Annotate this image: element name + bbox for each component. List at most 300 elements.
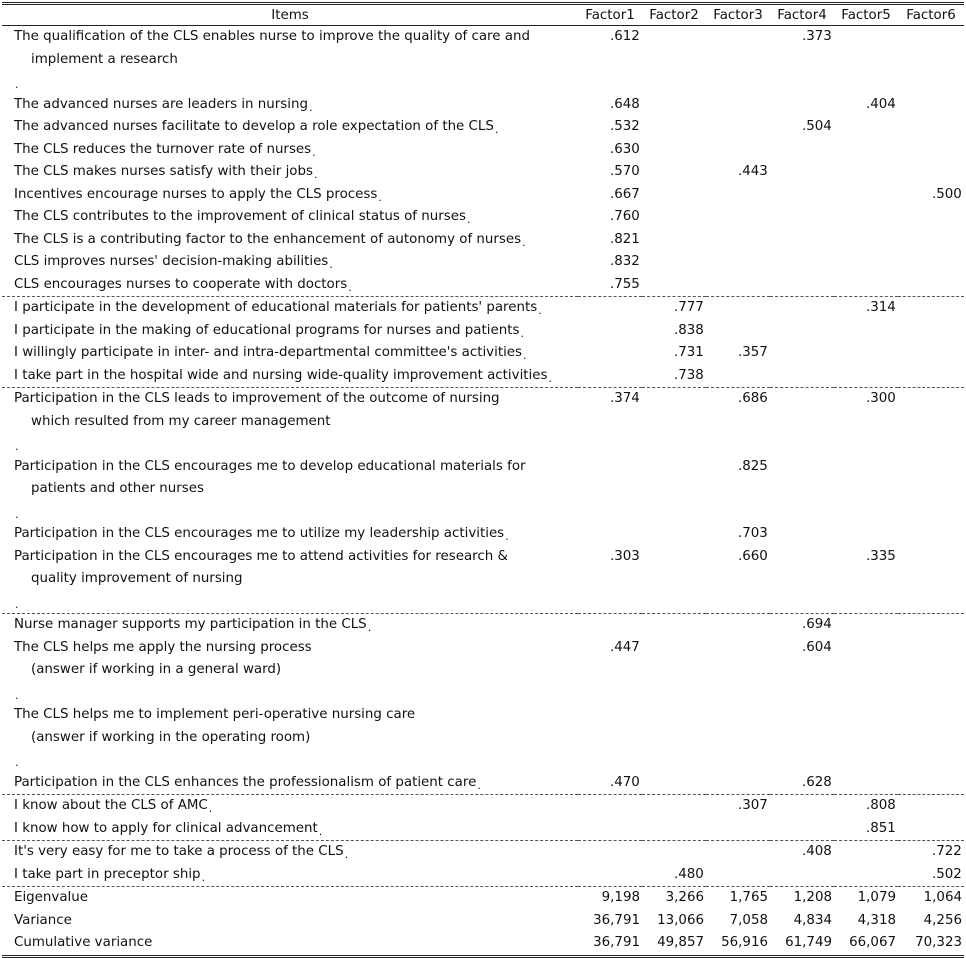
loading-value: .570 (610, 164, 640, 179)
table-row (2, 523, 964, 546)
loading-value: .500 (932, 186, 962, 202)
loading-cell-factor4 (770, 274, 834, 297)
item-text: patients and other nurses (31, 481, 204, 496)
loading-cell-factor5 (834, 320, 898, 343)
stat-value-factor2: 13,066 (657, 912, 704, 928)
loading-value: .303 (610, 548, 640, 564)
stat-value-factor4: 4,834 (793, 912, 832, 928)
loading-cell-factor2 (642, 864, 706, 887)
loading-cell-factor6 (898, 94, 964, 117)
loading-value: .300 (866, 391, 896, 406)
loading-cell-factor2 (642, 841, 706, 864)
period-mark: . (308, 100, 313, 114)
loading-cell-factor3 (706, 116, 770, 139)
stat-row (2, 910, 964, 933)
loading-value: .480 (674, 866, 704, 882)
stat-value-factor6: 4,256 (923, 912, 962, 928)
item-cell (2, 841, 578, 864)
period-mark: . (329, 258, 333, 271)
item-text: Nurse manager supports my participation in the CLS (14, 617, 367, 632)
stat-value-factor5: 66,067 (834, 932, 898, 956)
loading-value: .660 (738, 548, 768, 564)
loading-value: .447 (610, 639, 640, 655)
header-factor6: Factor6 (898, 4, 964, 26)
period-mark: . (313, 168, 318, 181)
period-mark: . (348, 280, 352, 294)
loading-cell-factor6 (898, 637, 964, 705)
loading-value: .630 (610, 141, 640, 157)
header-factor5: Factor5 (834, 4, 898, 26)
item-cell (2, 161, 578, 184)
loading-cell-factor1 (578, 704, 642, 772)
stat-value-factor2: 3,266 (642, 887, 706, 910)
loading-value: .755 (610, 276, 640, 292)
period-mark: . (15, 756, 19, 769)
loading-cell-factor5 (834, 772, 898, 795)
loading-value: .373 (802, 29, 832, 44)
loading-cell-factor3 (706, 614, 770, 637)
loading-cell-factor5 (834, 864, 898, 887)
item-cell (2, 704, 578, 772)
item-text: I take part in preceptor ship (14, 866, 201, 882)
loading-cell-factor1 (578, 342, 642, 365)
stat-value-factor4: 1,208 (770, 887, 834, 910)
loading-cell-factor2 (642, 184, 706, 207)
item-cell (2, 206, 578, 229)
loading-cell-factor3 (706, 795, 770, 818)
loading-cell-factor1 (578, 614, 642, 637)
loading-cell-factor6 (898, 523, 964, 546)
loading-cell-factor6 (898, 388, 964, 456)
loading-cell-factor4 (770, 365, 834, 388)
loading-cell-factor6 (898, 116, 964, 139)
loading-cell-factor2 (642, 546, 706, 614)
loading-cell-factor1 (578, 274, 642, 297)
item-cell (2, 772, 578, 795)
stat-value-factor5: 4,318 (857, 912, 896, 928)
loading-cell-factor3 (706, 297, 770, 320)
loading-cell-factor4 (770, 388, 834, 456)
loading-value: .532 (610, 119, 640, 134)
period-mark: . (318, 824, 323, 838)
period-mark: . (208, 802, 213, 815)
period-mark: . (312, 145, 316, 159)
factor-loading-table (2, 2, 964, 958)
loading-value: .832 (610, 254, 640, 269)
loading-cell-factor3 (706, 320, 770, 343)
loading-cell-factor1 (578, 229, 642, 252)
loading-cell-factor5 (834, 523, 898, 546)
loading-cell-factor1 (578, 864, 642, 887)
loading-value: .648 (610, 96, 640, 112)
loading-cell-factor1 (578, 637, 642, 705)
header-factor2: Factor2 (642, 4, 706, 26)
item-cell (2, 342, 578, 365)
stat-value-factor3: 56,916 (706, 932, 770, 956)
loading-value: .504 (802, 119, 832, 134)
period-mark: . (378, 190, 382, 204)
loading-cell-factor1 (578, 139, 642, 162)
loading-cell-factor1 (578, 161, 642, 184)
item-text: The CLS helps me to implement peri-operative nursing care (14, 707, 416, 722)
loading-cell-factor4 (770, 320, 834, 343)
table-row (2, 388, 964, 456)
loading-value: .686 (738, 391, 768, 406)
loading-cell-factor5 (834, 818, 898, 841)
loading-cell-factor3 (706, 139, 770, 162)
loading-cell-factor5 (834, 229, 898, 252)
table-row (2, 637, 964, 705)
loading-cell-factor4 (770, 139, 834, 162)
header-factor4: Factor4 (770, 4, 834, 26)
period-mark: . (15, 507, 19, 521)
item-text: I participate in the making of educational programs for nurses and patients (14, 322, 520, 338)
period-mark: . (505, 530, 509, 543)
table-row (2, 206, 964, 229)
loading-cell-factor3 (706, 161, 770, 184)
loading-cell-factor4 (770, 818, 834, 841)
loading-cell-factor3 (706, 388, 770, 456)
loading-cell-factor4 (770, 795, 834, 818)
loading-cell-factor6 (898, 456, 964, 524)
stat-value-factor4: 61,749 (770, 932, 834, 956)
loading-cell-factor3 (706, 456, 770, 524)
item-cell (2, 614, 578, 637)
period-mark: . (520, 326, 524, 340)
loading-cell-factor2 (642, 772, 706, 795)
loading-cell-factor5 (834, 704, 898, 772)
stat-value-factor3: 7,058 (729, 912, 768, 928)
loading-value: .667 (610, 186, 640, 202)
stat-row (2, 887, 964, 910)
stat-value-factor6: 1,064 (898, 887, 964, 910)
table-row (2, 297, 964, 320)
table-row (2, 365, 964, 388)
stat-label: Variance (14, 912, 72, 928)
loading-cell-factor5 (834, 206, 898, 229)
loading-cell-factor6 (898, 546, 964, 614)
loading-cell-factor4 (770, 546, 834, 614)
table-body (2, 26, 964, 957)
loading-cell-factor6 (898, 704, 964, 772)
loading-cell-factor1 (578, 795, 642, 818)
stat-label: Cumulative variance (2, 932, 578, 956)
loading-cell-factor3 (706, 274, 770, 297)
loading-cell-factor5 (834, 251, 898, 274)
loading-cell-factor5 (834, 297, 898, 320)
loading-value: .777 (674, 300, 704, 315)
table-row (2, 546, 964, 614)
item-cell (2, 297, 578, 320)
loading-cell-factor6 (898, 841, 964, 864)
loading-cell-factor2 (642, 297, 706, 320)
loading-cell-factor6 (898, 184, 964, 207)
item-cell (2, 184, 578, 207)
loading-value: .307 (738, 798, 768, 813)
loading-cell-factor2 (642, 116, 706, 139)
loading-cell-factor2 (642, 251, 706, 274)
item-text: The CLS is a contributing factor to the enhancement of autonomy of nurses (14, 231, 522, 247)
stat-value-factor5: 1,079 (834, 887, 898, 910)
loading-cell-factor3 (706, 841, 770, 864)
loading-cell-factor3 (706, 184, 770, 207)
loading-value: .731 (674, 345, 704, 360)
loading-cell-factor6 (898, 229, 964, 252)
loading-cell-factor5 (834, 26, 898, 94)
loading-cell-factor6 (898, 26, 964, 94)
loading-value: .703 (738, 526, 768, 541)
loading-value: .612 (610, 29, 640, 44)
item-text: I know how to apply for clinical advancement (14, 820, 318, 836)
period-mark: . (494, 123, 499, 136)
loading-cell-factor6 (898, 365, 964, 388)
item-text: I know about the CLS of AMC (14, 798, 208, 813)
item-text: The CLS reduces the turnover rate of nurses (14, 141, 312, 157)
item-text: Participation in the CLS encourages me to attend activities for research & (14, 548, 508, 564)
loading-cell-factor1 (578, 388, 642, 456)
loading-value: .821 (610, 231, 640, 247)
loading-value: .314 (866, 300, 896, 315)
loading-cell-factor2 (642, 161, 706, 184)
loading-cell-factor4 (770, 614, 834, 637)
period-mark: . (477, 778, 481, 792)
loading-value: .760 (610, 209, 640, 224)
table-row (2, 116, 964, 139)
loading-cell-factor4 (770, 841, 834, 864)
loading-value: .722 (932, 844, 962, 859)
header-row (2, 4, 964, 26)
loading-cell-factor2 (642, 818, 706, 841)
item-cell (2, 320, 578, 343)
table-row (2, 456, 964, 524)
stat-row (2, 932, 964, 956)
loading-cell-factor2 (642, 365, 706, 388)
loading-cell-factor4 (770, 184, 834, 207)
loading-cell-factor3 (706, 251, 770, 274)
loading-cell-factor6 (898, 274, 964, 297)
loading-cell-factor2 (642, 614, 706, 637)
loading-cell-factor6 (898, 139, 964, 162)
loading-cell-factor1 (578, 94, 642, 117)
loading-cell-factor4 (770, 161, 834, 184)
item-text: Participation in the CLS encourages me to utilize my leadership activities (14, 526, 505, 541)
loading-cell-factor3 (706, 206, 770, 229)
loading-cell-factor3 (706, 26, 770, 94)
loading-cell-factor2 (642, 94, 706, 117)
loading-cell-factor1 (578, 206, 642, 229)
loading-cell-factor6 (898, 161, 964, 184)
period-mark: . (15, 440, 19, 453)
loading-cell-factor2 (642, 637, 706, 705)
loading-value: .838 (674, 322, 704, 338)
loading-cell-factor5 (834, 365, 898, 388)
item-text: (answer if working in a general ward) (31, 662, 282, 677)
loading-cell-factor4 (770, 456, 834, 524)
loading-cell-factor1 (578, 116, 642, 139)
item-text: It's very easy for me to take a process of the CLS (14, 844, 344, 859)
loading-cell-factor1 (578, 546, 642, 614)
period-mark: . (201, 870, 206, 884)
item-text: The qualification of the CLS enables nurse to improve the quality of care and (14, 29, 530, 44)
loading-cell-factor1 (578, 297, 642, 320)
table-row (2, 26, 964, 94)
loading-value: .335 (866, 548, 896, 564)
loading-cell-factor5 (834, 637, 898, 705)
loading-cell-factor4 (770, 772, 834, 795)
loading-value: .443 (738, 164, 768, 179)
item-text: The advanced nurses facilitate to develop a role expectation of the CLS (14, 119, 494, 134)
loading-value: .738 (674, 367, 704, 383)
table-row (2, 772, 964, 795)
item-text: quality improvement of nursing (31, 571, 243, 586)
loading-cell-factor2 (642, 704, 706, 772)
loading-cell-factor6 (898, 864, 964, 887)
item-cell (2, 388, 578, 456)
period-mark: . (367, 621, 372, 634)
item-text: The CLS contributes to the improvement of clinical status of nurses (14, 209, 466, 224)
loading-cell-factor4 (770, 704, 834, 772)
item-cell (2, 229, 578, 252)
loading-value: .374 (610, 391, 640, 406)
loading-cell-factor1 (578, 365, 642, 388)
loading-cell-factor6 (898, 297, 964, 320)
item-cell (2, 523, 578, 546)
loading-cell-factor2 (642, 342, 706, 365)
table-row (2, 841, 964, 864)
period-mark: . (548, 371, 552, 385)
item-cell (2, 139, 578, 162)
stat-label: Eigenvalue (2, 887, 578, 910)
loading-cell-factor4 (770, 229, 834, 252)
item-cell (2, 26, 578, 94)
header-factor3: Factor3 (706, 4, 770, 26)
loading-cell-factor4 (770, 251, 834, 274)
item-text: The CLS makes nurses satisfy with their jobs (14, 164, 313, 179)
period-mark: . (466, 213, 471, 226)
period-mark: . (538, 304, 542, 317)
stat-value-factor6: 70,323 (898, 932, 964, 956)
loading-cell-factor4 (770, 94, 834, 117)
table-row (2, 184, 964, 207)
loading-cell-factor2 (642, 274, 706, 297)
item-text: I willingly participate in inter- and intra-departmental committee's activities (14, 345, 523, 360)
item-text: Participation in the CLS enhances the professionalism of patient care (14, 774, 477, 790)
loading-cell-factor1 (578, 523, 642, 546)
loading-cell-factor3 (706, 704, 770, 772)
item-text: CLS improves nurses' decision-making abilities (14, 254, 329, 269)
loading-cell-factor2 (642, 456, 706, 524)
loading-cell-factor5 (834, 274, 898, 297)
stat-value-factor1: 36,791 (593, 912, 640, 928)
loading-value: .628 (802, 774, 832, 790)
loading-cell-factor2 (642, 229, 706, 252)
loading-cell-factor1 (578, 818, 642, 841)
item-cell (2, 365, 578, 388)
loading-cell-factor6 (898, 614, 964, 637)
table-row (2, 704, 964, 772)
loading-value: .694 (802, 617, 832, 632)
item-text: Participation in the CLS encourages me to develop educational materials for (14, 458, 526, 474)
item-text: (answer if working in the operating room) (31, 729, 311, 745)
loading-cell-factor2 (642, 795, 706, 818)
period-mark: . (15, 688, 19, 702)
stat-value-factor1: 36,791 (578, 932, 642, 956)
loading-cell-factor3 (706, 864, 770, 887)
loading-cell-factor6 (898, 795, 964, 818)
loading-cell-factor3 (706, 342, 770, 365)
loading-cell-factor3 (706, 229, 770, 252)
loading-cell-factor5 (834, 614, 898, 637)
item-cell (2, 818, 578, 841)
stat-value-factor2: 49,857 (642, 932, 706, 956)
table-row (2, 139, 964, 162)
loading-value: .408 (802, 844, 832, 859)
loading-cell-factor6 (898, 342, 964, 365)
loading-cell-factor4 (770, 297, 834, 320)
period-mark: . (522, 235, 526, 249)
loading-cell-factor5 (834, 116, 898, 139)
loading-cell-factor4 (770, 116, 834, 139)
item-text: Participation in the CLS leads to improvement of the outcome of nursing (14, 391, 500, 406)
loading-value: .357 (738, 345, 768, 360)
item-text: implement a research (31, 51, 178, 67)
loading-cell-factor2 (642, 388, 706, 456)
stat-value-factor1: 9,198 (578, 887, 642, 910)
loading-cell-factor3 (706, 365, 770, 388)
item-text: CLS encourages nurses to cooperate with doctors (14, 276, 348, 292)
loading-cell-factor6 (898, 818, 964, 841)
loading-cell-factor2 (642, 139, 706, 162)
stat-value-factor3: 1,765 (706, 887, 770, 910)
item-cell (2, 456, 578, 524)
loading-cell-factor5 (834, 841, 898, 864)
loading-value: .851 (866, 820, 896, 836)
loading-cell-factor6 (898, 206, 964, 229)
table-row (2, 795, 964, 818)
loading-cell-factor2 (642, 26, 706, 94)
loading-cell-factor5 (834, 161, 898, 184)
period-mark: . (15, 78, 19, 91)
table-row (2, 161, 964, 184)
item-cell (2, 251, 578, 274)
item-cell (2, 94, 578, 117)
header-items: Items (2, 4, 578, 26)
loading-cell-factor1 (578, 184, 642, 207)
loading-cell-factor4 (770, 637, 834, 705)
table-row (2, 94, 964, 117)
loading-cell-factor1 (578, 251, 642, 274)
loading-cell-factor1 (578, 320, 642, 343)
loading-value: .470 (610, 774, 640, 790)
loading-value: .404 (866, 96, 896, 112)
loading-cell-factor3 (706, 523, 770, 546)
loading-cell-factor1 (578, 772, 642, 795)
header-factor1: Factor1 (578, 4, 642, 26)
loading-value: .502 (932, 866, 962, 882)
loading-cell-factor4 (770, 864, 834, 887)
loading-cell-factor3 (706, 94, 770, 117)
loading-cell-factor5 (834, 342, 898, 365)
loading-value: .604 (802, 639, 832, 655)
table-row (2, 614, 964, 637)
loading-cell-factor1 (578, 841, 642, 864)
table-row (2, 229, 964, 252)
loading-cell-factor5 (834, 184, 898, 207)
loading-cell-factor2 (642, 320, 706, 343)
loading-cell-factor4 (770, 206, 834, 229)
table-row (2, 864, 964, 887)
table-row (2, 818, 964, 841)
